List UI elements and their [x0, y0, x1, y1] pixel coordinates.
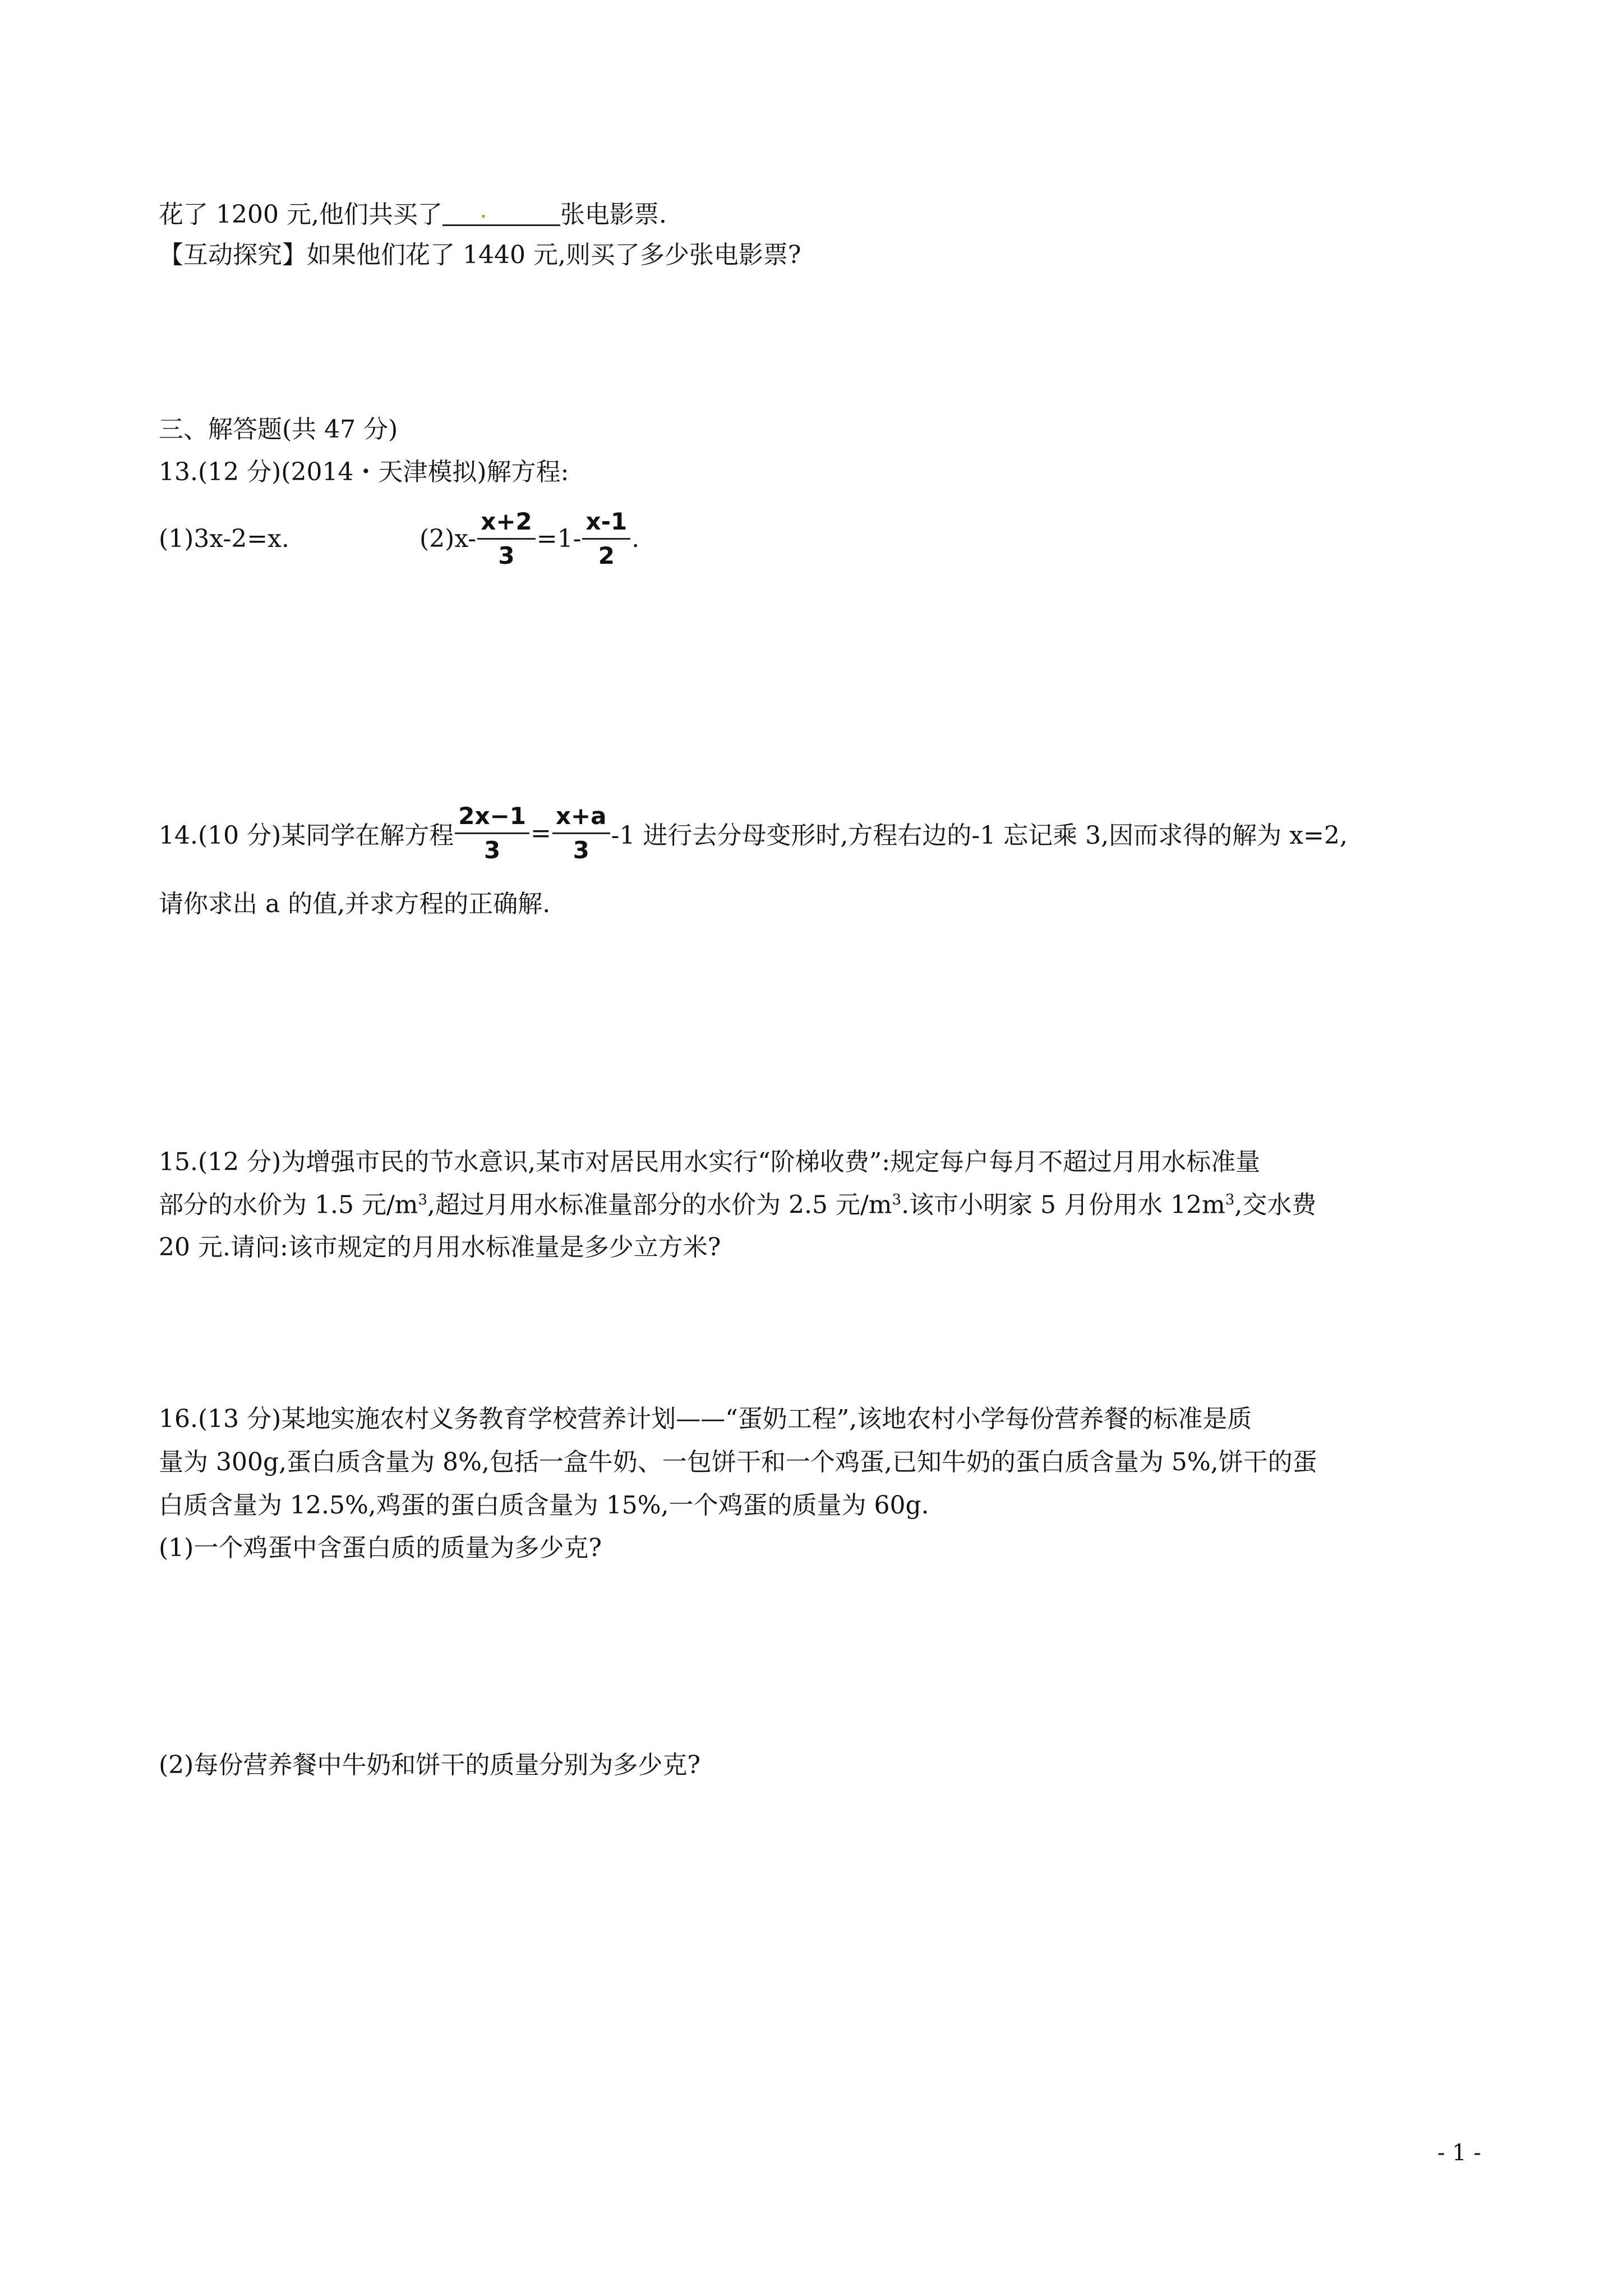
q16-line3: 白质含量为 12.5%,鸡蛋的蛋白质含量为 15%,一个鸡蛋的质量为 60g.: [159, 1491, 929, 1520]
q15-line1: 15.(12 分)为增强市民的节水意识,某市对居民用水实行“阶梯收费”:规定每户每月不超过月用水标准量: [159, 1148, 1261, 1176]
q14-line2: 请你求出 a 的值,并求方程的正确解.: [159, 890, 551, 918]
fraction: $\frac{x-1}{2}$: [582, 510, 630, 568]
fraction: $\frac{2x-1}{3}$: [455, 804, 529, 862]
q12-line1: 花了 1200 元,他们共买了 . 张电影票.: [159, 195, 667, 229]
fraction: $\frac{x+a}{3}$: [552, 804, 610, 862]
q13-part1: (1)3x-2=x.: [159, 524, 289, 553]
q13-part2: (2)x- $\frac{x+2}{3}$ =1- $\frac{x-1}{2}$ .: [419, 507, 640, 569]
q16-part2: (2)每份营养餐中牛奶和饼干的质量分别为多少克?: [159, 1751, 700, 1779]
q16-line2: 量为 300g,蛋白质含量为 8%,包括一盒牛奶、一包饼干和一个鸡蛋,已知牛奶的蛋白质含量为 5%,饼干的蛋: [159, 1448, 1317, 1476]
answer-blank[interactable]: .: [442, 200, 560, 226]
page-number: - 1 -: [1437, 2140, 1481, 2166]
q15-line2: 部分的水价为 1.5 元$/m^3$,超过月用水标准量部分的水价为 2.5 元$/m^3$.该市小明家 5 月份用水 $12m^3$,交水费: [159, 1190, 1317, 1220]
q12-explore: 【互动探究】如果他们花了 1440 元,则买了多少张电影票?: [159, 241, 801, 269]
section-title: 三、解答题(共 47 分): [159, 415, 398, 444]
q16-part1: (1)一个鸡蛋中含蛋白质的质量为多少克?: [159, 1534, 602, 1562]
fraction: $\frac{x+2}{3}$: [477, 510, 536, 568]
q13-stem: 13.(12 分)(2014・天津模拟)解方程:: [159, 458, 569, 486]
q15-line3: 20 元.请问:该市规定的月用水标准量是多少立方米?: [159, 1233, 721, 1262]
q14-line1: 14.(10 分)某同学在解方程 $\frac{2x-1}{3}$ = $\frac{x+a}{3}$ -1 进行去分母变形时,方程右边的-1 忘记乘 3,因而求得的解为 x=2,: [159, 802, 1348, 864]
q16-line1: 16.(13 分)某地实施农村义务教育学校营养计划——“蛋奶工程”,该地农村小学每份营养餐的标准是质: [159, 1405, 1252, 1433]
